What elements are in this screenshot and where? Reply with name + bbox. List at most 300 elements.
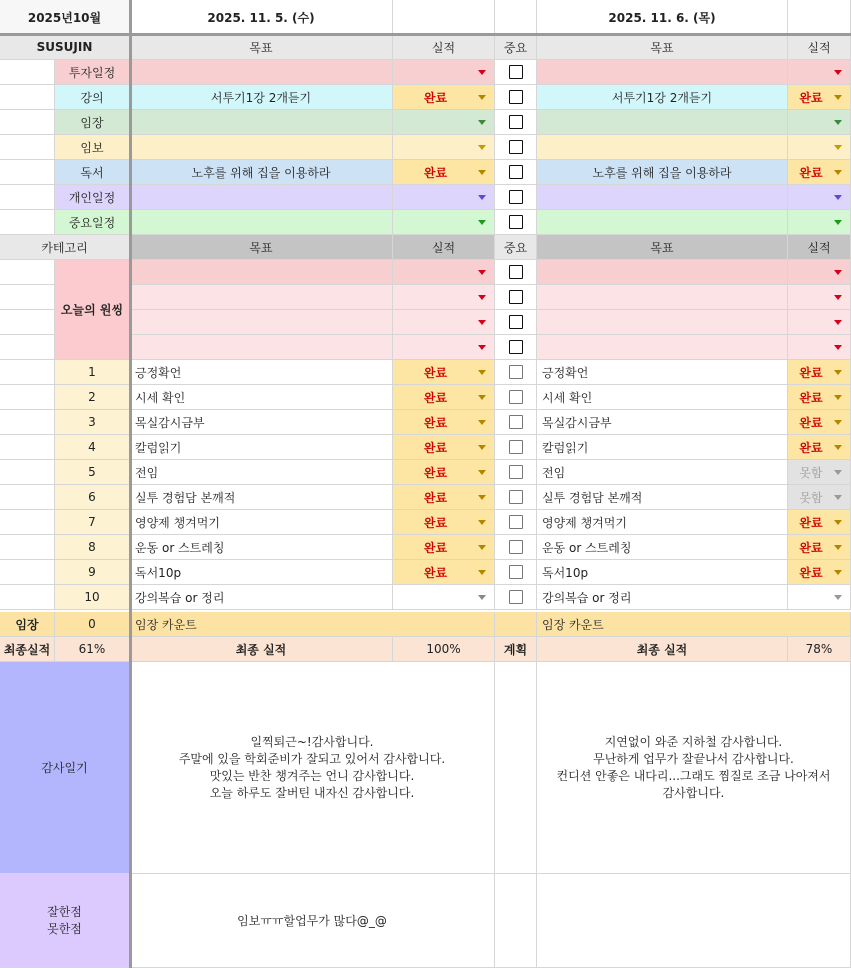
day1-date bbox=[130, 0, 393, 35]
schedule-goal-day2[interactable] bbox=[537, 210, 788, 235]
schedule-status-day2[interactable] bbox=[788, 60, 851, 85]
schedule-status-day2[interactable] bbox=[788, 160, 851, 185]
habit-day1[interactable] bbox=[130, 535, 393, 560]
dropdown-arrow-icon[interactable] bbox=[834, 295, 842, 300]
schedule-goal-day1-text: 노후를 위해 집을 이용하라 bbox=[191, 165, 331, 180]
habit-blank bbox=[0, 385, 55, 410]
goal-header-4-text: 목표 bbox=[650, 240, 674, 255]
dropdown-arrow-icon[interactable] bbox=[478, 70, 486, 75]
wish-blank bbox=[0, 260, 55, 285]
review-day1[interactable] bbox=[130, 874, 495, 968]
goal-header-text: 목표 bbox=[249, 40, 273, 55]
schedule-important bbox=[495, 85, 537, 110]
dropdown-arrow-icon[interactable] bbox=[478, 445, 486, 450]
result-header-2 bbox=[788, 35, 851, 60]
habit-status-day2[interactable] bbox=[788, 585, 851, 610]
habit-number-text: 1 bbox=[88, 365, 96, 379]
checkbox[interactable] bbox=[509, 490, 523, 504]
checkbox[interactable] bbox=[509, 415, 523, 429]
goal-header-2-text: 목표 bbox=[650, 40, 674, 55]
dropdown-arrow-icon[interactable] bbox=[478, 545, 486, 550]
schedule-important bbox=[495, 185, 537, 210]
review-day2[interactable] bbox=[537, 874, 851, 968]
final-result-day1-label-text: 최종 실적 bbox=[235, 642, 287, 657]
habit-important bbox=[495, 585, 537, 610]
dropdown-arrow-icon[interactable] bbox=[478, 120, 486, 125]
dropdown-arrow-icon[interactable] bbox=[834, 370, 842, 375]
schedule-category bbox=[55, 60, 130, 85]
gratitude-label-text: 감사일기 bbox=[41, 761, 88, 775]
habit-important bbox=[495, 410, 537, 435]
wish-goal-day1[interactable] bbox=[130, 310, 393, 335]
wish-goal-day1[interactable] bbox=[130, 335, 393, 360]
habit-day2[interactable] bbox=[537, 460, 788, 485]
final-result-day1-label bbox=[130, 637, 393, 662]
habit-status-day1[interactable] bbox=[393, 410, 495, 435]
gratitude-label bbox=[0, 662, 130, 874]
dropdown-arrow-icon[interactable] bbox=[834, 495, 842, 500]
schedule-category-text: 중요일정 bbox=[68, 215, 116, 230]
habit-status-day1-value: 완료 bbox=[423, 365, 448, 380]
habit-blank bbox=[0, 485, 55, 510]
habit-number-text: 6 bbox=[88, 490, 96, 504]
schedule-category bbox=[55, 110, 130, 135]
habit-status-day2-value: 완료 bbox=[799, 390, 823, 405]
habit-day2-text: 전임 bbox=[542, 465, 566, 480]
plan-label-text: 계획 bbox=[503, 642, 528, 657]
goal-header-3 bbox=[130, 235, 393, 260]
habit-day2[interactable] bbox=[537, 535, 788, 560]
habit-status-day1-value: 완료 bbox=[423, 465, 448, 480]
schedule-category bbox=[55, 135, 130, 160]
checkbox[interactable] bbox=[509, 215, 523, 229]
habit-day2[interactable] bbox=[537, 385, 788, 410]
result-header-4 bbox=[788, 235, 851, 260]
day2-date-pad-left bbox=[495, 0, 537, 35]
schedule-goal-day1[interactable] bbox=[130, 210, 393, 235]
dropdown-arrow-icon[interactable] bbox=[478, 170, 486, 175]
dropdown-arrow-icon[interactable] bbox=[478, 195, 486, 200]
dropdown-arrow-icon[interactable] bbox=[478, 470, 486, 475]
goal-header-4 bbox=[537, 235, 788, 260]
final-result-day2-pct bbox=[788, 637, 851, 662]
dropdown-arrow-icon[interactable] bbox=[834, 395, 842, 400]
schedule-status-day1[interactable] bbox=[393, 135, 495, 160]
final-result-day2-label-text: 최종 실적 bbox=[636, 642, 688, 657]
checkbox[interactable] bbox=[509, 540, 523, 554]
habit-day1[interactable] bbox=[130, 410, 393, 435]
dropdown-arrow-icon[interactable] bbox=[834, 170, 842, 175]
schedule-status-day1[interactable] bbox=[393, 60, 495, 85]
dropdown-arrow-icon[interactable] bbox=[478, 570, 486, 575]
dropdown-arrow-icon[interactable] bbox=[834, 270, 842, 275]
habit-number-text: 9 bbox=[88, 565, 96, 579]
habit-blank bbox=[0, 360, 55, 385]
gratitude-day2[interactable] bbox=[537, 662, 851, 874]
schedule-status-day1[interactable] bbox=[393, 210, 495, 235]
habit-day1-text: 강의복습 or 정리 bbox=[135, 590, 225, 605]
habit-day2[interactable] bbox=[537, 585, 788, 610]
schedule-goal-day2-text: 서투기1강 2개듣기 bbox=[611, 90, 713, 105]
wish-label-text: 오늘의 원씽 bbox=[60, 303, 124, 317]
schedule-status-day2[interactable] bbox=[788, 85, 851, 110]
checkbox[interactable] bbox=[509, 315, 523, 329]
habit-status-day2-value: 완료 bbox=[799, 365, 823, 380]
important-header bbox=[495, 35, 537, 60]
gratitude-pad bbox=[495, 662, 537, 874]
imjang-pad bbox=[495, 612, 537, 637]
schedule-category-text: 임보 bbox=[80, 140, 104, 155]
wish-status-day1[interactable] bbox=[393, 335, 495, 360]
schedule-important bbox=[495, 160, 537, 185]
habit-number-text: 3 bbox=[88, 415, 96, 429]
result-header-text: 실적 bbox=[431, 40, 456, 55]
habit-day1[interactable] bbox=[130, 360, 393, 385]
schedule-category bbox=[55, 210, 130, 235]
review-label-text: 잘한점 못한점 bbox=[47, 904, 82, 936]
dropdown-arrow-icon[interactable] bbox=[834, 345, 842, 350]
habit-blank bbox=[0, 410, 55, 435]
wish-status-day1[interactable] bbox=[393, 310, 495, 335]
checkbox[interactable] bbox=[509, 190, 523, 204]
schedule-blank bbox=[0, 185, 55, 210]
dropdown-arrow-icon[interactable] bbox=[834, 445, 842, 450]
schedule-category-text: 임장 bbox=[80, 115, 104, 130]
schedule-status-day2[interactable] bbox=[788, 110, 851, 135]
habit-status-day1-value: 완료 bbox=[423, 390, 448, 405]
habit-day1-text: 실투 경험담 본깨적 bbox=[135, 490, 236, 505]
habit-day2[interactable] bbox=[537, 410, 788, 435]
dropdown-arrow-icon[interactable] bbox=[478, 495, 486, 500]
final-result-day2-label bbox=[537, 637, 788, 662]
dropdown-arrow-icon[interactable] bbox=[834, 545, 842, 550]
checkbox[interactable] bbox=[509, 515, 523, 529]
habit-status-day2[interactable] bbox=[788, 435, 851, 460]
dropdown-arrow-icon[interactable] bbox=[478, 395, 486, 400]
habit-day2-text: 독서10p bbox=[542, 565, 589, 580]
habit-number bbox=[55, 560, 130, 585]
wish-goal-day1[interactable] bbox=[130, 285, 393, 310]
habit-status-day1-value: 완료 bbox=[423, 515, 448, 530]
imjang-count-label-day2-text: 임장 카운트 bbox=[542, 617, 604, 632]
habit-number bbox=[55, 385, 130, 410]
checkbox[interactable] bbox=[509, 265, 523, 279]
wish-important bbox=[495, 335, 537, 360]
schedule-category bbox=[55, 85, 130, 110]
habit-status-day2[interactable] bbox=[788, 460, 851, 485]
habit-blank bbox=[0, 535, 55, 560]
wish-blank bbox=[0, 285, 55, 310]
habit-status-day2[interactable] bbox=[788, 410, 851, 435]
imjang-count-label-day1 bbox=[130, 612, 495, 637]
month-header bbox=[0, 0, 130, 35]
checkbox[interactable] bbox=[509, 115, 523, 129]
habit-day1-text: 운동 or 스트레칭 bbox=[135, 540, 225, 555]
gratitude-day1-text: 일찍퇴근~!감사합니다. 주말에 있을 학회준비가 잘되고 있어서 감사합니다. 맛있는 반찬 챙겨주는 언니 감사합니다. 오늘 하루도 잘버틴 내자신 감사합니다. bbox=[178, 734, 446, 800]
dropdown-arrow-icon[interactable] bbox=[834, 220, 842, 225]
dropdown-arrow-icon[interactable] bbox=[834, 195, 842, 200]
dropdown-arrow-icon[interactable] bbox=[834, 470, 842, 475]
habit-status-day1[interactable] bbox=[393, 435, 495, 460]
wish-status-day2[interactable] bbox=[788, 260, 851, 285]
dropdown-arrow-icon[interactable] bbox=[478, 520, 486, 525]
habit-day2[interactable] bbox=[537, 560, 788, 585]
dropdown-arrow-icon[interactable] bbox=[834, 420, 842, 425]
habit-blank bbox=[0, 435, 55, 460]
schedule-goal-day2[interactable] bbox=[537, 185, 788, 210]
wish-label bbox=[55, 260, 130, 360]
imjang-label bbox=[0, 612, 55, 637]
habit-status-day1[interactable] bbox=[393, 560, 495, 585]
habit-day1[interactable] bbox=[130, 385, 393, 410]
checkbox[interactable] bbox=[509, 440, 523, 454]
schedule-status-day1[interactable] bbox=[393, 110, 495, 135]
checkbox[interactable] bbox=[509, 365, 523, 379]
habit-status-day1[interactable] bbox=[393, 510, 495, 535]
checkbox[interactable] bbox=[509, 90, 523, 104]
schedule-goal-day1[interactable] bbox=[130, 85, 393, 110]
habit-day2-text: 실투 경험담 본깨적 bbox=[542, 490, 643, 505]
wish-important bbox=[495, 260, 537, 285]
wish-status-day2[interactable] bbox=[788, 285, 851, 310]
day1-date-pad bbox=[393, 0, 495, 35]
habit-day1[interactable] bbox=[130, 460, 393, 485]
habit-day2[interactable] bbox=[537, 435, 788, 460]
habit-status-day2[interactable] bbox=[788, 485, 851, 510]
habit-day2-text: 목실감시금부 bbox=[542, 415, 612, 430]
schedule-status-day2-value: 완료 bbox=[799, 165, 823, 180]
month-header-text: 2025년10월 bbox=[27, 10, 102, 25]
habit-status-day1-value: 완료 bbox=[423, 415, 448, 430]
habit-number bbox=[55, 435, 130, 460]
habit-number-text: 2 bbox=[88, 390, 96, 404]
checkbox[interactable] bbox=[509, 165, 523, 179]
imjang-count-text: 0 bbox=[88, 617, 96, 631]
habit-important bbox=[495, 360, 537, 385]
habit-number bbox=[55, 510, 130, 535]
schedule-blank bbox=[0, 135, 55, 160]
dropdown-arrow-icon[interactable] bbox=[478, 370, 486, 375]
habit-number-text: 8 bbox=[88, 540, 96, 554]
habit-number-text: 7 bbox=[88, 515, 96, 529]
habit-status-day1[interactable] bbox=[393, 585, 495, 610]
checkbox[interactable] bbox=[509, 465, 523, 479]
habit-status-day2[interactable] bbox=[788, 560, 851, 585]
schedule-status-day2[interactable] bbox=[788, 185, 851, 210]
schedule-blank bbox=[0, 160, 55, 185]
habit-day2-text: 시세 확인 bbox=[542, 390, 593, 405]
schedule-status-day1[interactable] bbox=[393, 185, 495, 210]
goal-header-2 bbox=[537, 35, 788, 60]
important-header-text: 중요 bbox=[503, 40, 528, 55]
schedule-goal-day1[interactable] bbox=[130, 60, 393, 85]
wish-blank bbox=[0, 310, 55, 335]
category-header-text: 카테고리 bbox=[41, 240, 88, 255]
wish-important bbox=[495, 310, 537, 335]
review-label bbox=[0, 874, 130, 968]
schedule-goal-day2-text: 노후를 위해 집을 이용하라 bbox=[592, 165, 732, 180]
habit-status-day1[interactable] bbox=[393, 360, 495, 385]
habit-day2-text: 긍정확언 bbox=[542, 365, 589, 380]
habit-day1[interactable] bbox=[130, 585, 393, 610]
schedule-goal-day1[interactable] bbox=[130, 135, 393, 160]
wish-goal-day2[interactable] bbox=[537, 335, 788, 360]
schedule-goal-day1[interactable] bbox=[130, 185, 393, 210]
wish-goal-day2[interactable] bbox=[537, 260, 788, 285]
dropdown-arrow-icon[interactable] bbox=[834, 570, 842, 575]
schedule-goal-day1-text: 서투기1강 2개듣기 bbox=[210, 90, 312, 105]
habit-status-day2-value: 완료 bbox=[799, 415, 823, 430]
habit-status-day1[interactable] bbox=[393, 385, 495, 410]
dropdown-arrow-icon[interactable] bbox=[478, 145, 486, 150]
habit-day2[interactable] bbox=[537, 485, 788, 510]
checkbox[interactable] bbox=[509, 565, 523, 579]
user-name-text: SUSUJIN bbox=[36, 40, 93, 54]
wish-important bbox=[495, 285, 537, 310]
habit-day2-text: 영양제 챙겨먹기 bbox=[542, 515, 627, 530]
final-result-label bbox=[0, 637, 55, 662]
habit-important bbox=[495, 510, 537, 535]
goal-header-3-text: 목표 bbox=[249, 240, 273, 255]
dropdown-arrow-icon[interactable] bbox=[834, 520, 842, 525]
habit-important bbox=[495, 435, 537, 460]
schedule-category-text: 개인일정 bbox=[68, 190, 116, 205]
wish-status-day2[interactable] bbox=[788, 310, 851, 335]
habit-day1[interactable] bbox=[130, 510, 393, 535]
habit-day2-text: 칼럼읽기 bbox=[542, 440, 589, 455]
schedule-status-day2[interactable] bbox=[788, 135, 851, 160]
review-pad bbox=[495, 874, 537, 968]
habit-important bbox=[495, 385, 537, 410]
checkbox[interactable] bbox=[509, 340, 523, 354]
habit-status-day2[interactable] bbox=[788, 535, 851, 560]
habit-day1-text: 영양제 챙겨먹기 bbox=[135, 515, 220, 530]
habit-status-day2[interactable] bbox=[788, 385, 851, 410]
habit-day2[interactable] bbox=[537, 360, 788, 385]
wish-status-day1[interactable] bbox=[393, 285, 495, 310]
habit-status-day1-value: 완료 bbox=[423, 490, 448, 505]
habit-status-day2[interactable] bbox=[788, 510, 851, 535]
important-header-2 bbox=[495, 235, 537, 260]
schedule-important bbox=[495, 110, 537, 135]
schedule-status-day1[interactable] bbox=[393, 85, 495, 110]
wish-status-day1[interactable] bbox=[393, 260, 495, 285]
habit-number-text: 4 bbox=[88, 440, 96, 454]
habit-status-day2-value: 못함 bbox=[799, 490, 823, 505]
dropdown-arrow-icon[interactable] bbox=[834, 120, 842, 125]
habit-day1[interactable] bbox=[130, 435, 393, 460]
dropdown-arrow-icon[interactable] bbox=[834, 145, 842, 150]
dropdown-arrow-icon[interactable] bbox=[478, 595, 486, 600]
checkbox[interactable] bbox=[509, 65, 523, 79]
schedule-category-text: 독서 bbox=[80, 165, 104, 180]
checkbox[interactable] bbox=[509, 390, 523, 404]
final-result-day1-pct bbox=[393, 637, 495, 662]
checkbox[interactable] bbox=[509, 140, 523, 154]
checkbox[interactable] bbox=[509, 590, 523, 604]
habit-day1[interactable] bbox=[130, 485, 393, 510]
habit-day1-text: 전임 bbox=[135, 465, 159, 480]
dropdown-arrow-icon[interactable] bbox=[478, 220, 486, 225]
habit-important bbox=[495, 535, 537, 560]
day2-date-text: 2025. 11. 6. (목) bbox=[608, 10, 716, 25]
wish-status-day2[interactable] bbox=[788, 335, 851, 360]
schedule-important bbox=[495, 135, 537, 160]
goal-header bbox=[130, 35, 393, 60]
schedule-category bbox=[55, 185, 130, 210]
gratitude-day1[interactable] bbox=[130, 662, 495, 874]
dropdown-arrow-icon[interactable] bbox=[834, 320, 842, 325]
dropdown-arrow-icon[interactable] bbox=[834, 95, 842, 100]
wish-goal-day2[interactable] bbox=[537, 285, 788, 310]
schedule-blank bbox=[0, 110, 55, 135]
checkbox[interactable] bbox=[509, 290, 523, 304]
result-header bbox=[393, 35, 495, 60]
frozen-row-divider bbox=[0, 33, 851, 36]
dropdown-arrow-icon[interactable] bbox=[478, 95, 486, 100]
dropdown-arrow-icon[interactable] bbox=[478, 320, 486, 325]
habit-status-day1-value: 완료 bbox=[423, 540, 448, 555]
schedule-status-day1-value: 완료 bbox=[423, 165, 448, 180]
habit-status-day1[interactable] bbox=[393, 460, 495, 485]
habit-number bbox=[55, 485, 130, 510]
habit-status-day1[interactable] bbox=[393, 535, 495, 560]
schedule-goal-day2[interactable] bbox=[537, 110, 788, 135]
habit-day1-text: 칼럼읽기 bbox=[135, 440, 182, 455]
result-header-2-text: 실적 bbox=[807, 40, 831, 55]
habit-status-day2-value: 완료 bbox=[799, 515, 823, 530]
habit-number bbox=[55, 410, 130, 435]
habit-status-day1[interactable] bbox=[393, 485, 495, 510]
schedule-goal-day2[interactable] bbox=[537, 160, 788, 185]
wish-goal-day2[interactable] bbox=[537, 310, 788, 335]
schedule-status-day1-value: 완료 bbox=[423, 90, 448, 105]
important-header-2-text: 중요 bbox=[503, 240, 528, 255]
schedule-goal-day2[interactable] bbox=[537, 60, 788, 85]
dropdown-arrow-icon[interactable] bbox=[834, 70, 842, 75]
schedule-goal-day2[interactable] bbox=[537, 85, 788, 110]
habit-blank bbox=[0, 510, 55, 535]
habit-status-day2-value: 완료 bbox=[799, 565, 823, 580]
schedule-status-day1[interactable] bbox=[393, 160, 495, 185]
wish-goal-day1[interactable] bbox=[130, 260, 393, 285]
schedule-goal-day1[interactable] bbox=[130, 110, 393, 135]
schedule-status-day2[interactable] bbox=[788, 210, 851, 235]
day1-date-text: 2025. 11. 5. (수) bbox=[207, 10, 315, 25]
habit-number bbox=[55, 585, 130, 610]
result-header-3-text: 실적 bbox=[431, 240, 456, 255]
habit-day1[interactable] bbox=[130, 560, 393, 585]
schedule-goal-day1[interactable] bbox=[130, 160, 393, 185]
habit-blank bbox=[0, 460, 55, 485]
dropdown-arrow-icon[interactable] bbox=[478, 345, 486, 350]
frozen-column-divider bbox=[129, 0, 132, 968]
dropdown-arrow-icon[interactable] bbox=[478, 270, 486, 275]
imjang-count-label-day1-text: 임장 카운트 bbox=[135, 617, 197, 632]
dropdown-arrow-icon[interactable] bbox=[478, 295, 486, 300]
dropdown-arrow-icon[interactable] bbox=[478, 420, 486, 425]
habit-day1-text: 긍정확언 bbox=[135, 365, 182, 380]
dropdown-arrow-icon[interactable] bbox=[834, 595, 842, 600]
category-header bbox=[0, 235, 130, 260]
wish-blank bbox=[0, 335, 55, 360]
habit-day2[interactable] bbox=[537, 510, 788, 535]
result-header-4-text: 실적 bbox=[807, 240, 831, 255]
schedule-goal-day2[interactable] bbox=[537, 135, 788, 160]
schedule-category-text: 투자일정 bbox=[68, 65, 116, 80]
habit-status-day2[interactable] bbox=[788, 360, 851, 385]
habit-blank bbox=[0, 560, 55, 585]
